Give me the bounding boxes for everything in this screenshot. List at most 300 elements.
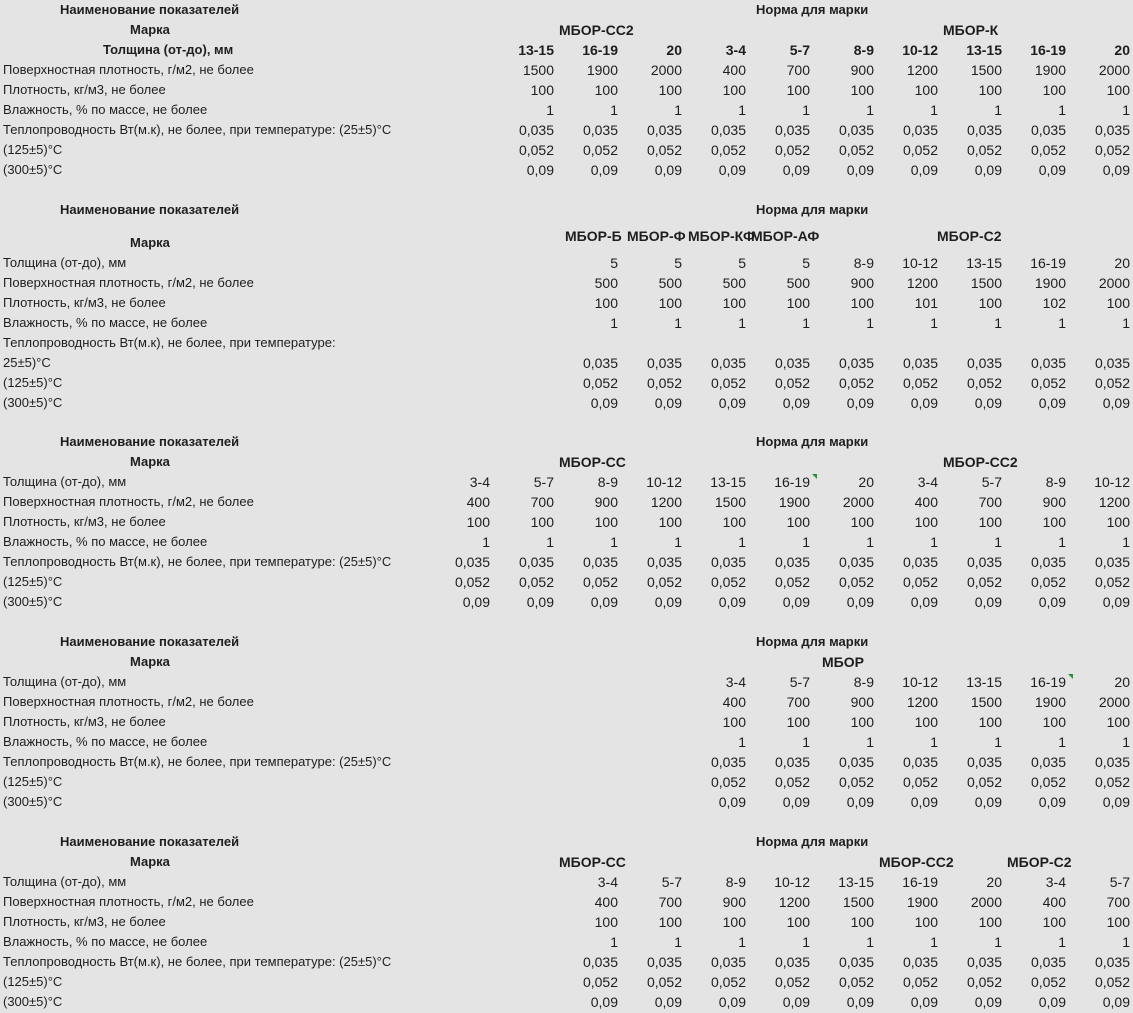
- value-cell[interactable]: 20: [858, 474, 874, 490]
- temp-125-label[interactable]: (125±5)°С: [3, 375, 63, 390]
- thickness-label[interactable]: Толщина (от-до), мм: [103, 42, 234, 57]
- value-cell[interactable]: 3-4: [917, 474, 938, 490]
- value-cell[interactable]: 1500: [522, 62, 554, 78]
- value-cell[interactable]: 0,035: [582, 355, 618, 371]
- value-cell[interactable]: 0,052: [1094, 974, 1130, 990]
- value-cell[interactable]: 100: [978, 714, 1002, 730]
- value-cell[interactable]: 13-15: [710, 474, 746, 490]
- brand-header[interactable]: МБОР-КФ: [688, 228, 755, 244]
- humidity-label[interactable]: Влажность, % по массе, не более: [3, 102, 208, 117]
- value-cell[interactable]: 0,09: [782, 395, 810, 411]
- value-cell[interactable]: 0,052: [902, 142, 938, 158]
- value-cell[interactable]: 5: [674, 255, 682, 271]
- value-cell[interactable]: 2000: [650, 62, 682, 78]
- value-cell[interactable]: 1: [866, 934, 874, 950]
- value-cell[interactable]: 2000: [970, 894, 1002, 910]
- value-cell[interactable]: 100: [530, 82, 554, 98]
- value-cell[interactable]: 1200: [906, 275, 938, 291]
- surface-density-label[interactable]: Поверхностная плотность, г/м2, не более: [3, 62, 254, 77]
- value-cell[interactable]: 100: [914, 82, 938, 98]
- value-cell[interactable]: 101: [914, 295, 938, 311]
- value-cell[interactable]: 3-4: [597, 874, 618, 890]
- value-cell[interactable]: 100: [850, 82, 874, 98]
- value-cell[interactable]: 900: [850, 62, 874, 78]
- value-cell[interactable]: 1: [994, 315, 1002, 331]
- norm-header[interactable]: Норма для марки: [756, 634, 869, 649]
- norm-header[interactable]: Норма для марки: [756, 2, 869, 17]
- param-header[interactable]: Наименование показателей: [60, 634, 240, 649]
- thickness-label[interactable]: Толщина (от-до), мм: [3, 874, 127, 889]
- param-header[interactable]: Наименование показателей: [60, 2, 240, 17]
- value-cell[interactable]: 0,09: [974, 594, 1002, 610]
- value-cell[interactable]: 0,035: [838, 122, 874, 138]
- thickness-label[interactable]: Толщина (от-до), мм: [3, 474, 127, 489]
- value-cell[interactable]: 900: [1042, 494, 1066, 510]
- value-cell[interactable]: 0,052: [710, 974, 746, 990]
- thickness-label[interactable]: Толщина (от-до), мм: [3, 674, 127, 689]
- value-cell[interactable]: 5: [738, 255, 746, 271]
- value-cell[interactable]: 0,09: [1102, 162, 1130, 178]
- value-cell[interactable]: 1: [738, 315, 746, 331]
- value-cell[interactable]: 1: [738, 934, 746, 950]
- value-cell[interactable]: 100: [786, 714, 810, 730]
- value-cell[interactable]: 0,035: [1094, 122, 1130, 138]
- value-cell[interactable]: 100: [722, 914, 746, 930]
- value-cell[interactable]: 0,035: [1094, 355, 1130, 371]
- value-cell[interactable]: 100: [786, 82, 810, 98]
- value-cell[interactable]: 0,09: [910, 395, 938, 411]
- value-cell[interactable]: 100: [594, 514, 618, 530]
- group-label[interactable]: МБОР: [822, 654, 864, 670]
- value-cell[interactable]: 1: [610, 315, 618, 331]
- value-cell[interactable]: 100: [1106, 914, 1130, 930]
- value-cell[interactable]: 0,052: [774, 574, 810, 590]
- surface-density-label[interactable]: Поверхностная плотность, г/м2, не более: [3, 275, 254, 290]
- value-cell[interactable]: 1: [1122, 102, 1130, 118]
- value-cell[interactable]: 400: [466, 494, 490, 510]
- param-header[interactable]: Наименование показателей: [60, 202, 240, 217]
- density-label[interactable]: Плотность, кг/м3, не более: [3, 82, 166, 97]
- value-cell[interactable]: 1500: [714, 494, 746, 510]
- value-cell[interactable]: 0,035: [902, 754, 938, 770]
- value-cell[interactable]: 100: [978, 82, 1002, 98]
- value-cell[interactable]: 1: [1122, 734, 1130, 750]
- value-cell[interactable]: 0,035: [710, 754, 746, 770]
- value-cell[interactable]: 20: [1114, 255, 1130, 271]
- temp-25-label[interactable]: 25±5)°С: [3, 355, 51, 370]
- value-cell[interactable]: 0,09: [718, 994, 746, 1010]
- value-cell[interactable]: 1: [1058, 934, 1066, 950]
- value-cell[interactable]: 0,035: [774, 355, 810, 371]
- value-cell[interactable]: 2000: [842, 494, 874, 510]
- value-cell[interactable]: 10-12: [902, 674, 938, 690]
- value-cell[interactable]: 1: [610, 102, 618, 118]
- value-cell[interactable]: 8-9: [597, 474, 618, 490]
- value-cell[interactable]: 100: [1106, 514, 1130, 530]
- value-cell[interactable]: 1500: [970, 275, 1002, 291]
- value-cell[interactable]: 100: [786, 914, 810, 930]
- value-cell[interactable]: 1: [674, 102, 682, 118]
- value-cell[interactable]: 16-19: [582, 42, 618, 58]
- value-cell[interactable]: 700: [658, 894, 682, 910]
- value-cell[interactable]: 10-12: [774, 874, 810, 890]
- value-cell[interactable]: 0,035: [1094, 954, 1130, 970]
- value-cell[interactable]: 0,035: [966, 355, 1002, 371]
- value-cell[interactable]: 0,035: [1094, 754, 1130, 770]
- brand-label[interactable]: Марка: [130, 235, 170, 250]
- value-cell[interactable]: 0,09: [782, 594, 810, 610]
- value-cell[interactable]: 0,035: [710, 554, 746, 570]
- brand-header[interactable]: МБОР-Ф: [627, 228, 686, 244]
- value-cell[interactable]: 100: [850, 914, 874, 930]
- value-cell[interactable]: 0,09: [590, 594, 618, 610]
- value-cell[interactable]: 100: [1106, 714, 1130, 730]
- value-cell[interactable]: 0,035: [710, 954, 746, 970]
- value-cell[interactable]: 0,052: [1030, 142, 1066, 158]
- value-cell[interactable]: 1: [866, 315, 874, 331]
- value-cell[interactable]: 16-19: [1030, 255, 1066, 271]
- value-cell[interactable]: 100: [658, 514, 682, 530]
- value-cell[interactable]: 102: [1042, 295, 1066, 311]
- value-cell[interactable]: 0,035: [902, 355, 938, 371]
- value-cell[interactable]: 0,09: [910, 794, 938, 810]
- value-cell[interactable]: 400: [594, 894, 618, 910]
- brand-header[interactable]: МБОР-Б: [565, 228, 622, 244]
- value-cell[interactable]: 0,09: [974, 162, 1002, 178]
- value-cell[interactable]: 0,09: [782, 794, 810, 810]
- value-cell[interactable]: 900: [594, 494, 618, 510]
- value-cell[interactable]: 2000: [1098, 275, 1130, 291]
- value-cell[interactable]: 1900: [906, 894, 938, 910]
- temp-300-label[interactable]: (300±5)°С: [3, 162, 63, 177]
- value-cell[interactable]: 0,052: [710, 774, 746, 790]
- value-cell[interactable]: 100: [978, 514, 1002, 530]
- value-cell[interactable]: 0,052: [518, 574, 554, 590]
- value-cell[interactable]: 0,035: [774, 554, 810, 570]
- value-cell[interactable]: 1: [1122, 315, 1130, 331]
- value-cell[interactable]: 0,052: [774, 774, 810, 790]
- value-cell[interactable]: 1: [930, 315, 938, 331]
- param-header[interactable]: Наименование показателей: [60, 834, 240, 849]
- value-cell[interactable]: 0,052: [646, 574, 682, 590]
- value-cell[interactable]: 1: [994, 934, 1002, 950]
- value-cell[interactable]: 1200: [906, 62, 938, 78]
- value-cell[interactable]: 1900: [586, 62, 618, 78]
- value-cell[interactable]: 1: [802, 734, 810, 750]
- value-cell[interactable]: 0,035: [646, 554, 682, 570]
- value-cell[interactable]: 0,09: [590, 994, 618, 1010]
- value-cell[interactable]: 100: [850, 714, 874, 730]
- value-cell[interactable]: 3-4: [725, 674, 746, 690]
- group-label[interactable]: МБОР-СС: [559, 454, 626, 470]
- value-cell[interactable]: 1900: [778, 494, 810, 510]
- temp-300-label[interactable]: (300±5)°С: [3, 794, 63, 809]
- value-cell[interactable]: 500: [594, 275, 618, 291]
- value-cell[interactable]: 16-19: [902, 874, 938, 890]
- value-cell[interactable]: 100: [1042, 714, 1066, 730]
- param-header[interactable]: Наименование показателей: [60, 434, 240, 449]
- humidity-label[interactable]: Влажность, % по массе, не более: [3, 734, 208, 749]
- value-cell[interactable]: 0,09: [654, 162, 682, 178]
- value-cell[interactable]: 0,035: [902, 954, 938, 970]
- value-cell[interactable]: 500: [786, 275, 810, 291]
- value-cell[interactable]: 0,035: [582, 122, 618, 138]
- value-cell[interactable]: 0,035: [966, 554, 1002, 570]
- value-cell[interactable]: 0,052: [838, 574, 874, 590]
- value-cell[interactable]: 100: [594, 295, 618, 311]
- conductivity-label[interactable]: Теплопроводность Вт(м.к), не более, при температуре: (25±5)°С: [3, 122, 392, 137]
- value-cell[interactable]: 100: [1106, 295, 1130, 311]
- value-cell[interactable]: 1: [738, 102, 746, 118]
- value-cell[interactable]: 0,052: [774, 974, 810, 990]
- density-label[interactable]: Плотность, кг/м3, не более: [3, 514, 166, 529]
- value-cell[interactable]: 100: [914, 914, 938, 930]
- value-cell[interactable]: 1: [866, 734, 874, 750]
- temp-300-label[interactable]: (300±5)°С: [3, 994, 63, 1009]
- group-label[interactable]: МБОР-СС2: [879, 854, 954, 870]
- value-cell[interactable]: 100: [722, 514, 746, 530]
- value-cell[interactable]: 0,052: [966, 375, 1002, 391]
- value-cell[interactable]: 1: [674, 534, 682, 550]
- value-cell[interactable]: 0,052: [582, 974, 618, 990]
- value-cell[interactable]: 1: [674, 315, 682, 331]
- value-cell[interactable]: 0,052: [646, 142, 682, 158]
- value-cell[interactable]: 0,09: [1102, 594, 1130, 610]
- value-cell[interactable]: 1: [994, 102, 1002, 118]
- value-cell[interactable]: 0,09: [718, 594, 746, 610]
- value-cell[interactable]: 0,035: [902, 554, 938, 570]
- value-cell[interactable]: 0,052: [838, 974, 874, 990]
- value-cell[interactable]: 0,052: [710, 574, 746, 590]
- value-cell[interactable]: 13-15: [966, 42, 1002, 58]
- humidity-label[interactable]: Влажность, % по массе, не более: [3, 934, 208, 949]
- value-cell[interactable]: 700: [786, 62, 810, 78]
- value-cell[interactable]: 0,09: [654, 594, 682, 610]
- value-cell[interactable]: 3-4: [725, 42, 746, 58]
- value-cell[interactable]: 5-7: [981, 474, 1002, 490]
- value-cell[interactable]: 0,052: [710, 142, 746, 158]
- value-cell[interactable]: 0,052: [518, 142, 554, 158]
- value-cell[interactable]: 0,09: [974, 395, 1002, 411]
- humidity-label[interactable]: Влажность, % по массе, не более: [3, 534, 208, 549]
- value-cell[interactable]: 1: [802, 102, 810, 118]
- value-cell[interactable]: 0,09: [1038, 395, 1066, 411]
- value-cell[interactable]: 0,052: [902, 774, 938, 790]
- temp-125-label[interactable]: (125±5)°С: [3, 974, 63, 989]
- value-cell[interactable]: 5: [610, 255, 618, 271]
- value-cell[interactable]: 0,052: [1094, 375, 1130, 391]
- value-cell[interactable]: 0,035: [710, 122, 746, 138]
- value-cell[interactable]: 900: [850, 275, 874, 291]
- value-cell[interactable]: 1: [1122, 534, 1130, 550]
- value-cell[interactable]: 0,035: [1030, 954, 1066, 970]
- value-cell[interactable]: 100: [658, 82, 682, 98]
- value-cell[interactable]: 500: [658, 275, 682, 291]
- value-cell[interactable]: 0,09: [846, 395, 874, 411]
- value-cell[interactable]: 0,09: [718, 395, 746, 411]
- value-cell[interactable]: 5: [802, 255, 810, 271]
- value-cell[interactable]: 1500: [970, 694, 1002, 710]
- group-label[interactable]: МБОР-СС2: [943, 454, 1018, 470]
- value-cell[interactable]: 0,09: [1038, 162, 1066, 178]
- value-cell[interactable]: 100: [722, 295, 746, 311]
- brand-label[interactable]: Марка: [130, 454, 170, 469]
- value-cell[interactable]: 1: [866, 102, 874, 118]
- value-cell[interactable]: 13-15: [518, 42, 554, 58]
- value-cell[interactable]: 1: [610, 534, 618, 550]
- temp-125-label[interactable]: (125±5)°С: [3, 774, 63, 789]
- value-cell[interactable]: 0,035: [518, 122, 554, 138]
- value-cell[interactable]: 1900: [1034, 62, 1066, 78]
- value-cell[interactable]: 0,035: [838, 754, 874, 770]
- value-cell[interactable]: 1: [674, 934, 682, 950]
- norm-header[interactable]: Норма для марки: [756, 202, 869, 217]
- value-cell[interactable]: 0,052: [582, 574, 618, 590]
- value-cell[interactable]: 0,035: [902, 122, 938, 138]
- value-cell[interactable]: 13-15: [838, 874, 874, 890]
- value-cell[interactable]: 0,052: [774, 142, 810, 158]
- value-cell[interactable]: 100: [658, 914, 682, 930]
- value-cell[interactable]: 16-19: [1030, 674, 1066, 690]
- value-cell[interactable]: 10-12: [1094, 474, 1130, 490]
- value-cell[interactable]: 400: [1042, 894, 1066, 910]
- value-cell[interactable]: 1: [930, 734, 938, 750]
- value-cell[interactable]: 1: [802, 315, 810, 331]
- value-cell[interactable]: 8-9: [1045, 474, 1066, 490]
- value-cell[interactable]: 100: [722, 714, 746, 730]
- value-cell[interactable]: 1: [802, 934, 810, 950]
- value-cell[interactable]: 5-7: [789, 42, 810, 58]
- group-label[interactable]: МБОР-С2: [937, 228, 1002, 244]
- value-cell[interactable]: 0,035: [582, 554, 618, 570]
- value-cell[interactable]: 1200: [1098, 494, 1130, 510]
- value-cell[interactable]: 0,035: [454, 554, 490, 570]
- value-cell[interactable]: 0,09: [718, 162, 746, 178]
- value-cell[interactable]: 0,09: [1102, 994, 1130, 1010]
- value-cell[interactable]: 1: [546, 102, 554, 118]
- norm-header[interactable]: Норма для марки: [756, 834, 869, 849]
- value-cell[interactable]: 0,09: [846, 594, 874, 610]
- value-cell[interactable]: 8-9: [853, 42, 874, 58]
- value-cell[interactable]: 0,09: [846, 794, 874, 810]
- value-cell[interactable]: 0,035: [710, 355, 746, 371]
- value-cell[interactable]: 10-12: [646, 474, 682, 490]
- value-cell[interactable]: 0,052: [582, 142, 618, 158]
- value-cell[interactable]: 500: [722, 275, 746, 291]
- value-cell[interactable]: 0,09: [718, 794, 746, 810]
- temp-300-label[interactable]: (300±5)°С: [3, 395, 63, 410]
- surface-density-label[interactable]: Поверхностная плотность, г/м2, не более: [3, 894, 254, 909]
- thickness-label[interactable]: Толщина (от-до), мм: [3, 255, 127, 270]
- density-label[interactable]: Плотность, кг/м3, не более: [3, 914, 166, 929]
- conductivity-label[interactable]: Теплопроводность Вт(м.к), не более, при температуре: (25±5)°С: [3, 554, 392, 569]
- value-cell[interactable]: 3-4: [1045, 874, 1066, 890]
- value-cell[interactable]: 0,052: [902, 375, 938, 391]
- norm-header[interactable]: Норма для марки: [756, 434, 869, 449]
- temp-300-label[interactable]: (300±5)°С: [3, 594, 63, 609]
- value-cell[interactable]: 0,035: [838, 355, 874, 371]
- value-cell[interactable]: 0,052: [966, 774, 1002, 790]
- value-cell[interactable]: 100: [1042, 82, 1066, 98]
- value-cell[interactable]: 100: [914, 514, 938, 530]
- temp-125-label[interactable]: (125±5)°С: [3, 574, 63, 589]
- value-cell[interactable]: 0,052: [1030, 774, 1066, 790]
- value-cell[interactable]: 700: [530, 494, 554, 510]
- value-cell[interactable]: 100: [850, 514, 874, 530]
- value-cell[interactable]: 1: [546, 534, 554, 550]
- value-cell[interactable]: 0,09: [910, 994, 938, 1010]
- value-cell[interactable]: 1: [866, 534, 874, 550]
- value-cell[interactable]: 0,052: [1030, 574, 1066, 590]
- surface-density-label[interactable]: Поверхностная плотность, г/м2, не более: [3, 494, 254, 509]
- value-cell[interactable]: 0,035: [1094, 554, 1130, 570]
- value-cell[interactable]: 0,052: [838, 375, 874, 391]
- value-cell[interactable]: 0,035: [646, 122, 682, 138]
- value-cell[interactable]: 0,052: [966, 974, 1002, 990]
- value-cell[interactable]: 20: [986, 874, 1002, 890]
- value-cell[interactable]: 13-15: [966, 674, 1002, 690]
- value-cell[interactable]: 100: [786, 295, 810, 311]
- value-cell[interactable]: 2000: [1098, 62, 1130, 78]
- value-cell[interactable]: 0,052: [902, 574, 938, 590]
- value-cell[interactable]: 0,035: [646, 355, 682, 371]
- value-cell[interactable]: 20: [1114, 674, 1130, 690]
- value-cell[interactable]: 0,09: [590, 162, 618, 178]
- value-cell[interactable]: 0,09: [910, 162, 938, 178]
- value-cell[interactable]: 100: [1042, 514, 1066, 530]
- value-cell[interactable]: 0,052: [582, 375, 618, 391]
- value-cell[interactable]: 100: [594, 914, 618, 930]
- value-cell[interactable]: 16-19: [1030, 42, 1066, 58]
- group-label[interactable]: МБОР-К: [943, 22, 999, 38]
- value-cell[interactable]: 8-9: [853, 674, 874, 690]
- value-cell[interactable]: 0,09: [1102, 395, 1130, 411]
- value-cell[interactable]: 0,052: [838, 142, 874, 158]
- value-cell[interactable]: 1: [1122, 934, 1130, 950]
- group-label[interactable]: МБОР-С2: [1007, 854, 1072, 870]
- value-cell[interactable]: 1200: [778, 894, 810, 910]
- value-cell[interactable]: 0,035: [838, 954, 874, 970]
- value-cell[interactable]: 1500: [842, 894, 874, 910]
- value-cell[interactable]: 0,09: [654, 994, 682, 1010]
- value-cell[interactable]: 13-15: [966, 255, 1002, 271]
- value-cell[interactable]: 1: [1058, 534, 1066, 550]
- value-cell[interactable]: 1: [1058, 734, 1066, 750]
- value-cell[interactable]: 0,035: [838, 554, 874, 570]
- value-cell[interactable]: 700: [1106, 894, 1130, 910]
- value-cell[interactable]: 1500: [970, 62, 1002, 78]
- value-cell[interactable]: 5-7: [1109, 874, 1130, 890]
- group-label[interactable]: МБОР-СС: [559, 854, 626, 870]
- value-cell[interactable]: 100: [658, 295, 682, 311]
- value-cell[interactable]: 1: [930, 534, 938, 550]
- value-cell[interactable]: 0,035: [966, 122, 1002, 138]
- density-label[interactable]: Плотность, кг/м3, не более: [3, 295, 166, 310]
- value-cell[interactable]: 0,035: [1030, 754, 1066, 770]
- value-cell[interactable]: 0,052: [1094, 142, 1130, 158]
- value-cell[interactable]: 1200: [906, 694, 938, 710]
- value-cell[interactable]: 400: [722, 62, 746, 78]
- value-cell[interactable]: 0,09: [654, 395, 682, 411]
- value-cell[interactable]: 0,052: [902, 974, 938, 990]
- value-cell[interactable]: 400: [722, 694, 746, 710]
- value-cell[interactable]: 0,09: [462, 594, 490, 610]
- value-cell[interactable]: 10-12: [902, 255, 938, 271]
- value-cell[interactable]: 0,052: [710, 375, 746, 391]
- value-cell[interactable]: 1200: [650, 494, 682, 510]
- value-cell[interactable]: 100: [1042, 914, 1066, 930]
- value-cell[interactable]: 0,052: [454, 574, 490, 590]
